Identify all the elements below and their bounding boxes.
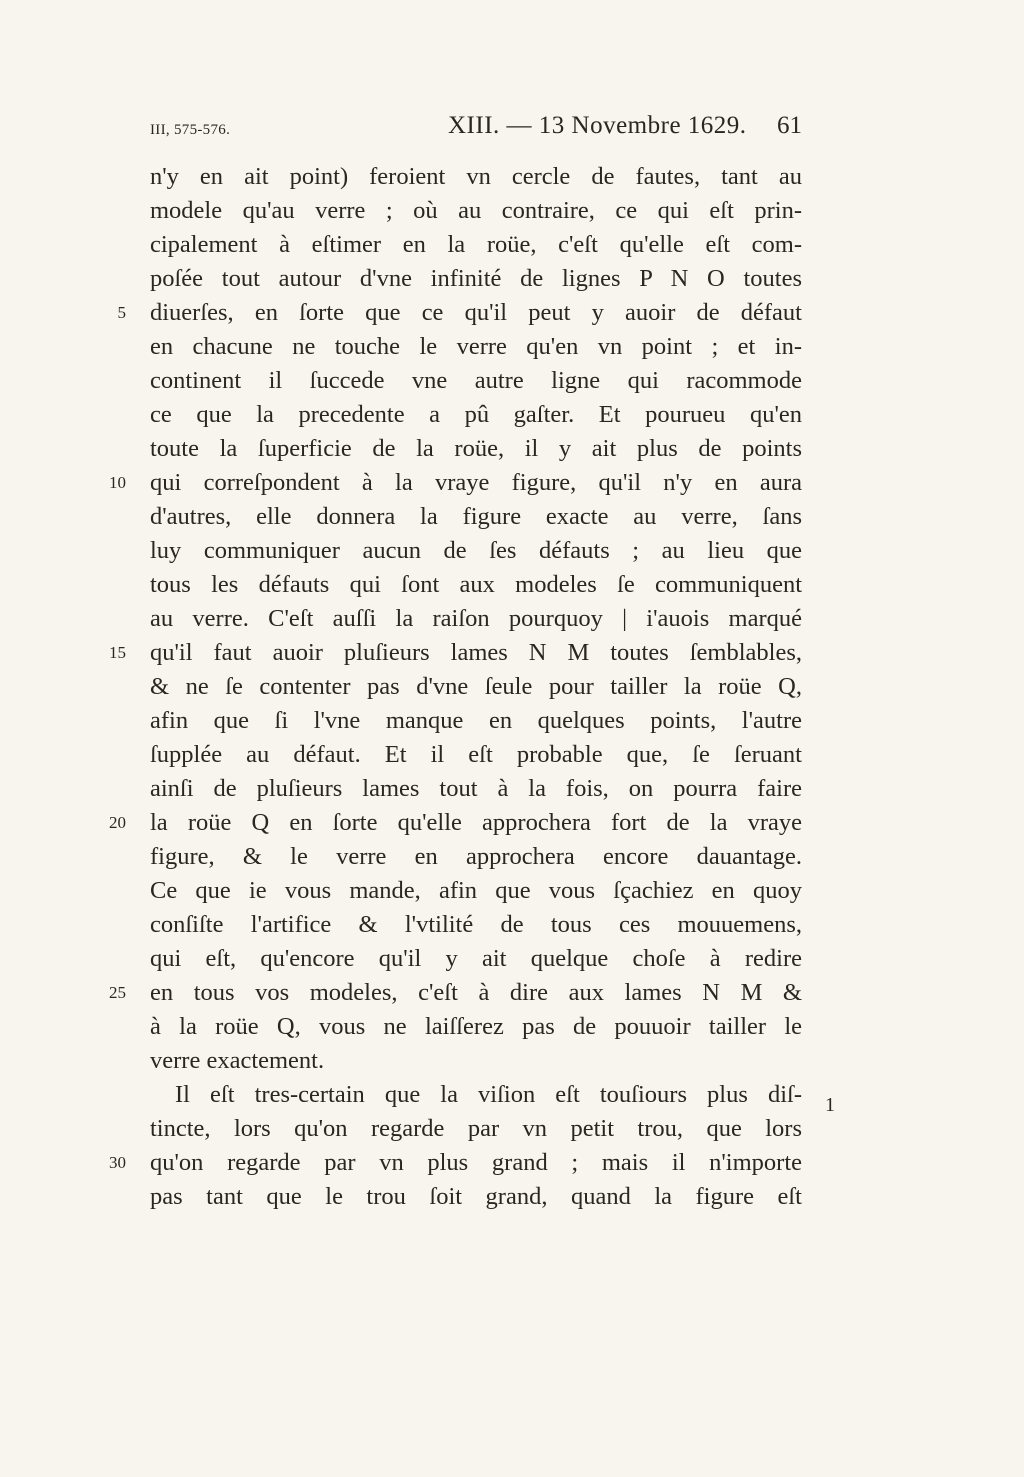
- line-number-25: 25: [109, 983, 126, 1002]
- text-line-1: n'y en ait point) feroient vn cercle de fautes, tant au: [150, 163, 802, 190]
- text-line-21: figure, & le verre en approchera encore dauantage.: [150, 843, 802, 870]
- volume-reference: III, 575-576.: [150, 122, 231, 138]
- margin-note-marker: 1: [825, 1094, 835, 1116]
- text-line-19: ainſi de pluſieurs lames tout à la fois, on pourra faire: [150, 775, 802, 802]
- text-line-24: qui eſt, qu'encore qu'il y ait quelque choſe à redire: [150, 945, 802, 972]
- text-line-15: qu'il faut auoir pluſieurs lames N M toutes ſemblables,: [150, 639, 802, 666]
- text-line-22: Ce que ie vous mande, afin que vous ſçachiez en quoy: [150, 877, 802, 904]
- line-number-10: 10: [109, 473, 126, 492]
- text-line-26: à la roüe Q, vous ne laiſſerez pas de pouuoir tailler le: [150, 1013, 802, 1040]
- text-line-4: poſée tout autour d'vne infinité de lignes P N O toutes: [150, 265, 802, 292]
- text-line-27: verre exactement.: [150, 1047, 325, 1074]
- text-line-16: & ne ſe contenter pas d'vne ſeule pour tailler la roüe Q,: [150, 673, 802, 700]
- text-line-23: conſiſte l'artifice & l'vtilité de tous ces mouuemens,: [150, 911, 802, 938]
- text-line-18: ſupplée au défaut. Et il eſt probable que, ſe ſeruant: [150, 741, 802, 768]
- page-number: 61: [777, 112, 802, 139]
- text-line-17: afin que ſi l'vne manque en quelques points, l'autre: [150, 707, 802, 734]
- line-number-15: 15: [109, 643, 126, 662]
- text-line-31: pas tant que le trou ſoit grand, quand la figure eſt: [150, 1183, 802, 1210]
- text-line-6: en chacune ne touche le verre qu'en vn point ; et in-: [150, 333, 802, 360]
- text-line-9: toute la ſuperficie de la roüe, il y ait plus de points: [150, 435, 802, 462]
- text-line-12: luy communiquer aucun de ſes défauts ; au lieu que: [150, 537, 802, 564]
- text-line-10: qui correſpondent à la vraye figure, qu'il n'y en aura: [150, 469, 802, 496]
- text-line-20: la roüe Q en ſorte qu'elle approchera fort de la vraye: [150, 809, 802, 836]
- text-line-2: modele qu'au verre ; où au contraire, ce qui eſt prin-: [150, 197, 802, 224]
- letter-title: XIII. — 13 Novembre 1629.: [448, 112, 747, 139]
- line-number-5: 5: [117, 303, 126, 322]
- line-number-30: 30: [109, 1153, 126, 1172]
- text-line-14: au verre. C'eſt auſſi la raiſon pourquoy | i'auois marqué: [150, 605, 802, 632]
- text-line-11: d'autres, elle donnera la figure exacte au verre, ſans: [150, 503, 802, 530]
- text-line-30: qu'on regarde par vn plus grand ; mais il n'importe: [150, 1149, 802, 1176]
- text-line-25: en tous vos modeles, c'eſt à dire aux lames N M &: [150, 979, 802, 1006]
- text-line-5: diuerſes, en ſorte que ce qu'il peut y auoir de défaut: [150, 299, 802, 326]
- text-line-7: continent il ſuccede vne autre ligne qui racommode: [150, 367, 802, 394]
- text-line-13: tous les défauts qui ſont aux modeles ſe communiquent: [150, 571, 802, 598]
- running-header: [150, 112, 802, 148]
- line-number-20: 20: [109, 813, 126, 832]
- text-line-29: tincte, lors qu'on regarde par vn petit trou, que lors: [150, 1115, 802, 1142]
- text-line-28: Il eſt tres-certain que la viſion eſt touſiours plus diſ-: [175, 1081, 802, 1108]
- text-line-8: ce que la precedente a pû gaſter. Et pourueu qu'en: [150, 401, 802, 428]
- text-line-3: cipalement à eſtimer en la roüe, c'eſt qu'elle eſt com-: [150, 231, 802, 258]
